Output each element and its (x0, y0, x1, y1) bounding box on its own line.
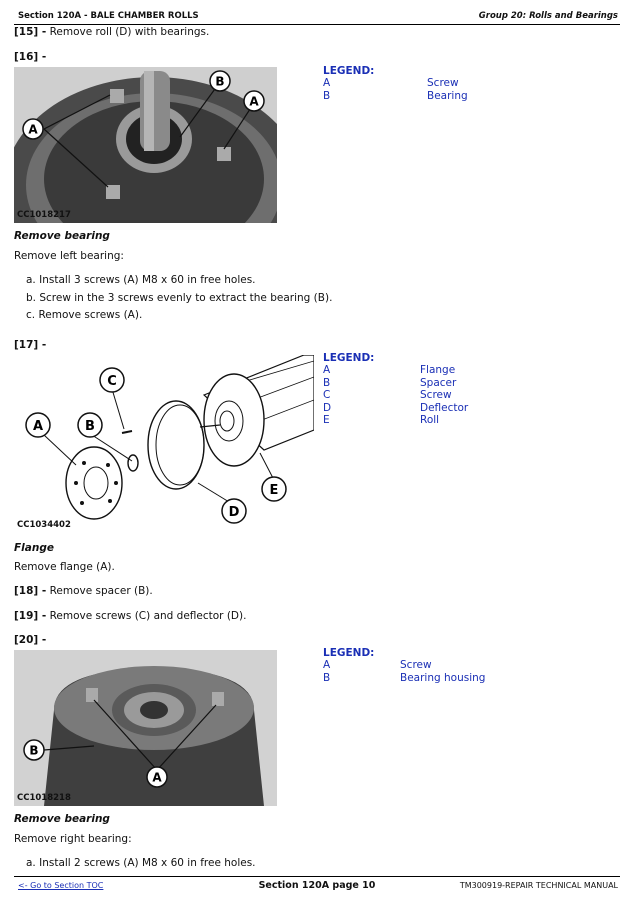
legend-3 (323, 647, 523, 684)
header-group: Group 20: Rolls and Bearings (478, 11, 618, 21)
figure-2-text: Remove flange (A). (14, 561, 115, 573)
legend-value: Spacer (420, 376, 457, 389)
legend-key: D (323, 401, 332, 414)
legend-value: Roll (420, 414, 440, 426)
figure-1-intro: Remove left bearing: (14, 250, 124, 262)
section-toc-link[interactable]: <- Go to Section TOC (18, 881, 104, 890)
callout-a: A (249, 94, 259, 109)
legend-key: E (323, 414, 330, 426)
step-18-text: Remove spacer (B). (46, 585, 153, 597)
callout-c: C (107, 374, 117, 389)
step-19-text: Remove screws (C) and deflector (D). (46, 610, 247, 622)
list-item: a. Install 2 screws (A) M8 x 60 in free holes. (26, 857, 256, 869)
legend-value: Bearing (427, 89, 468, 102)
callout-b: B (29, 743, 39, 758)
legend-key: C (323, 389, 331, 401)
step-16-number: [16] - (14, 51, 47, 63)
figure-code: CC1018218 (17, 793, 71, 803)
legend-value: Screw (420, 389, 452, 401)
step-15-text: Remove roll (D) with bearings. (46, 26, 210, 38)
figure-bearing-left (14, 67, 277, 223)
legend-title: LEGEND: (323, 352, 375, 364)
figure-1-illustration (14, 67, 277, 223)
legend-value: Screw (427, 77, 459, 89)
callout-a: A (32, 419, 44, 434)
figure-code: CC1018217 (17, 210, 71, 220)
manual-title: TM300919-REPAIR TECHNICAL MANUAL (459, 881, 618, 890)
figure-1-caption: Remove bearing (14, 230, 110, 242)
step-19 (14, 610, 246, 622)
page-number: Section 120A page 10 (258, 880, 376, 891)
callout-d: D (228, 505, 240, 520)
legend-key: B (323, 376, 331, 389)
figure-2-caption: Flange (14, 542, 54, 554)
figure-code: CC1034402 (17, 520, 71, 530)
callout-b: B (85, 419, 95, 434)
callout-b: B (215, 74, 225, 89)
page-footer (14, 876, 620, 891)
list-item: b. Screw in the 3 screws evenly to extract the bearing (B). (26, 292, 333, 304)
step-15 (14, 26, 209, 38)
callout-e: E (269, 483, 279, 498)
page-header (14, 8, 620, 25)
step-15-number: [15] - (14, 26, 47, 38)
legend-key: A (323, 659, 331, 671)
header-section: Section 120A - BALE CHAMBER ROLLS (18, 11, 199, 21)
step-18 (14, 585, 153, 597)
legend-key: B (323, 671, 331, 684)
step-20-number: [20] - (14, 634, 47, 646)
figure-bearing-right (14, 650, 277, 806)
legend-value: Bearing housing (400, 671, 486, 684)
legend-key: A (323, 364, 331, 376)
legend-title: LEGEND: (323, 647, 375, 659)
step-18-number: [18] - (14, 585, 47, 597)
figure-3-illustration (14, 650, 277, 806)
figure-3-caption: Remove bearing (14, 813, 110, 825)
step-19-number: [19] - (14, 610, 47, 622)
legend-value: Flange (420, 364, 456, 376)
callout-a: A (152, 770, 162, 785)
figure-flange (14, 355, 314, 533)
list-item: a. Install 3 screws (A) M8 x 60 in free holes. (26, 274, 256, 286)
legend-key: A (323, 77, 331, 89)
figure-2-illustration (14, 355, 314, 533)
callout-a: A (28, 122, 38, 137)
legend-key: B (323, 89, 331, 102)
figure-3-intro: Remove right bearing: (14, 833, 132, 845)
legend-2 (323, 352, 523, 427)
legend-value: Deflector (420, 401, 469, 414)
step-17-number: [17] - (14, 339, 47, 351)
legend-value: Screw (400, 659, 432, 671)
legend-1 (323, 65, 523, 102)
list-item: c. Remove screws (A). (26, 309, 143, 321)
legend-title: LEGEND: (323, 65, 375, 77)
